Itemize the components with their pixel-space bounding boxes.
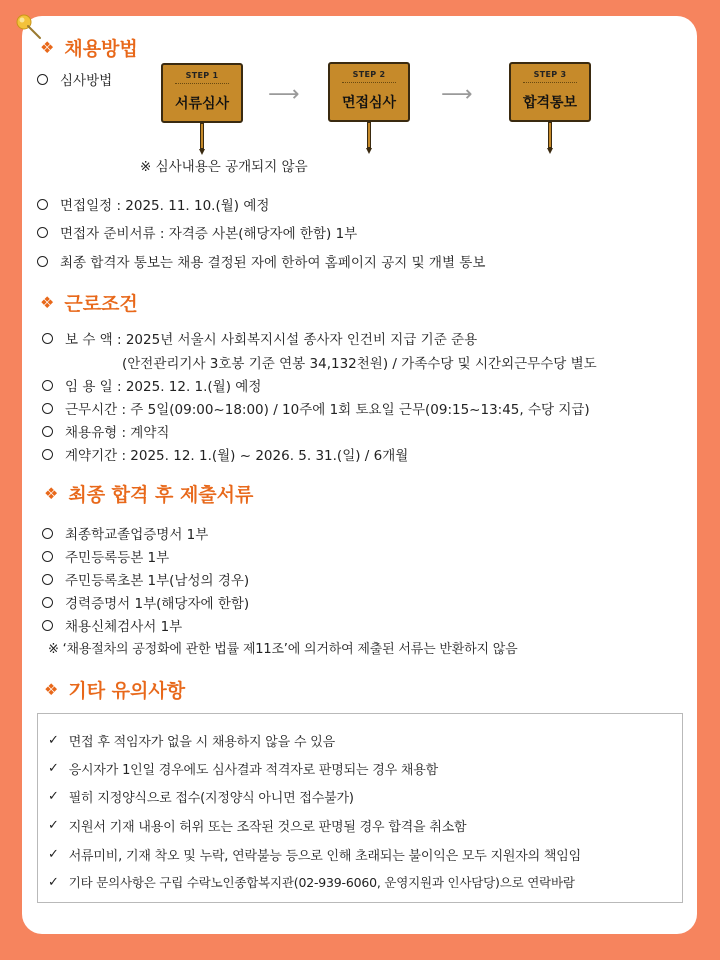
diamond-icon: ❖ — [40, 38, 55, 57]
circle-bullet-icon — [37, 227, 48, 238]
section-title-conditions: ❖ 근로조건 — [40, 293, 138, 315]
circle-bullet-icon — [42, 426, 53, 437]
document-item: 주민등록등본 1부 — [42, 546, 169, 566]
conditions-item: 계약기간 : 2025. 12. 1.(월) ~ 2026. 5. 31.(일) / 6개월 — [42, 444, 408, 464]
circle-bullet-icon — [37, 199, 48, 210]
conditions-item: 채용유형 : 계약직 — [42, 421, 169, 441]
circle-bullet-icon — [42, 528, 53, 539]
documents-note: ※ ‘채용절차의 공정화에 관한 법률 제11조’에 의거하여 제출된 서류는 반환하지 않음 — [48, 642, 518, 657]
circle-bullet-icon — [37, 256, 48, 267]
review-note: ※ 심사내용은 공개되지 않음 — [140, 159, 308, 175]
conditions-item: 임 용 일 : 2025. 12. 1.(월) 예정 — [42, 375, 261, 395]
step-sign-3: STEP 3 합격통보 — [509, 62, 591, 122]
note-item: ✓ 지원서 기재 내용이 허위 또는 조작된 것으로 판명될 경우 합격을 취소함 — [48, 818, 467, 835]
diamond-icon: ❖ — [40, 293, 55, 312]
circle-bullet-icon — [42, 333, 53, 344]
circle-bullet-icon — [42, 597, 53, 608]
document-item: 채용신체검사서 1부 — [42, 615, 182, 635]
arrow-right-icon: ⟶ — [441, 82, 473, 107]
diamond-icon: ❖ — [44, 484, 59, 503]
note-item: ✓ 서류미비, 기재 착오 및 누락, 연락불능 등으로 인해 초래되는 불이익은 모두 지원자의 책임임 — [48, 847, 582, 864]
circle-bullet-icon — [37, 74, 48, 85]
method-item: 면접자 준비서류 : 자격증 사본(해당자에 한함) 1부 — [37, 222, 357, 242]
document-item: 주민등록초본 1부(남성의 경우) — [42, 569, 249, 589]
diamond-icon: ❖ — [44, 680, 59, 699]
document-item: 경력증명서 1부(해당자에 한함) — [42, 592, 249, 612]
arrow-right-icon: ⟶ — [268, 82, 300, 107]
section-title-method: ❖ 채용방법 — [40, 38, 138, 60]
document-item: 최종학교졸업증명서 1부 — [42, 523, 208, 543]
step-sign-2: STEP 2 면접심사 — [328, 62, 410, 122]
section-title-documents: ❖ 최종 합격 후 제출서류 — [44, 484, 254, 506]
check-icon: ✓ — [48, 847, 59, 862]
conditions-item: 근무시간 : 주 5일(09:00~18:00) / 10주에 1회 토요일 근무(09:15~13:45, 수당 지급) — [42, 398, 590, 418]
note-item: ✓ 응시자가 1인일 경우에도 심사결과 적격자로 판명되는 경우 채용함 — [48, 761, 438, 778]
check-icon: ✓ — [48, 789, 59, 804]
check-icon: ✓ — [48, 761, 59, 776]
review-method-label: 심사방법 — [37, 69, 112, 89]
check-icon: ✓ — [48, 818, 59, 833]
method-item: 면접일정 : 2025. 11. 10.(월) 예정 — [37, 194, 269, 214]
salary-line: 보 수 액 : 2025년 서울시 사회복지시설 종사자 인건비 지급 기준 준용 — [42, 328, 477, 348]
note-item: ✓ 기타 문의사항은 구립 수락노인종합복지관(02-939-6060, 운영지원과 인사담당)으로 연락바람 — [48, 874, 575, 890]
circle-bullet-icon — [42, 403, 53, 414]
note-item: ✓ 필히 지정양식으로 접수(지정양식 아니면 접수불가) — [48, 789, 354, 806]
section-title-notes: ❖ 기타 유의사항 — [44, 680, 186, 702]
circle-bullet-icon — [42, 380, 53, 391]
check-icon: ✓ — [48, 733, 59, 748]
circle-bullet-icon — [42, 449, 53, 460]
salary-line-2: (안전관리기사 3호봉 기준 연봉 34,132천원) / 가족수당 및 시간외근무수당 별도 — [122, 356, 597, 372]
step-sign-1: STEP 1 서류심사 — [161, 63, 243, 123]
circle-bullet-icon — [42, 620, 53, 631]
circle-bullet-icon — [42, 574, 53, 585]
note-item: ✓ 면접 후 적임자가 없을 시 채용하지 않을 수 있음 — [48, 733, 335, 750]
method-item: 최종 합격자 통보는 채용 결정된 자에 한하여 홈페이지 공지 및 개별 통보 — [37, 251, 485, 271]
check-icon: ✓ — [48, 874, 59, 890]
circle-bullet-icon — [42, 551, 53, 562]
